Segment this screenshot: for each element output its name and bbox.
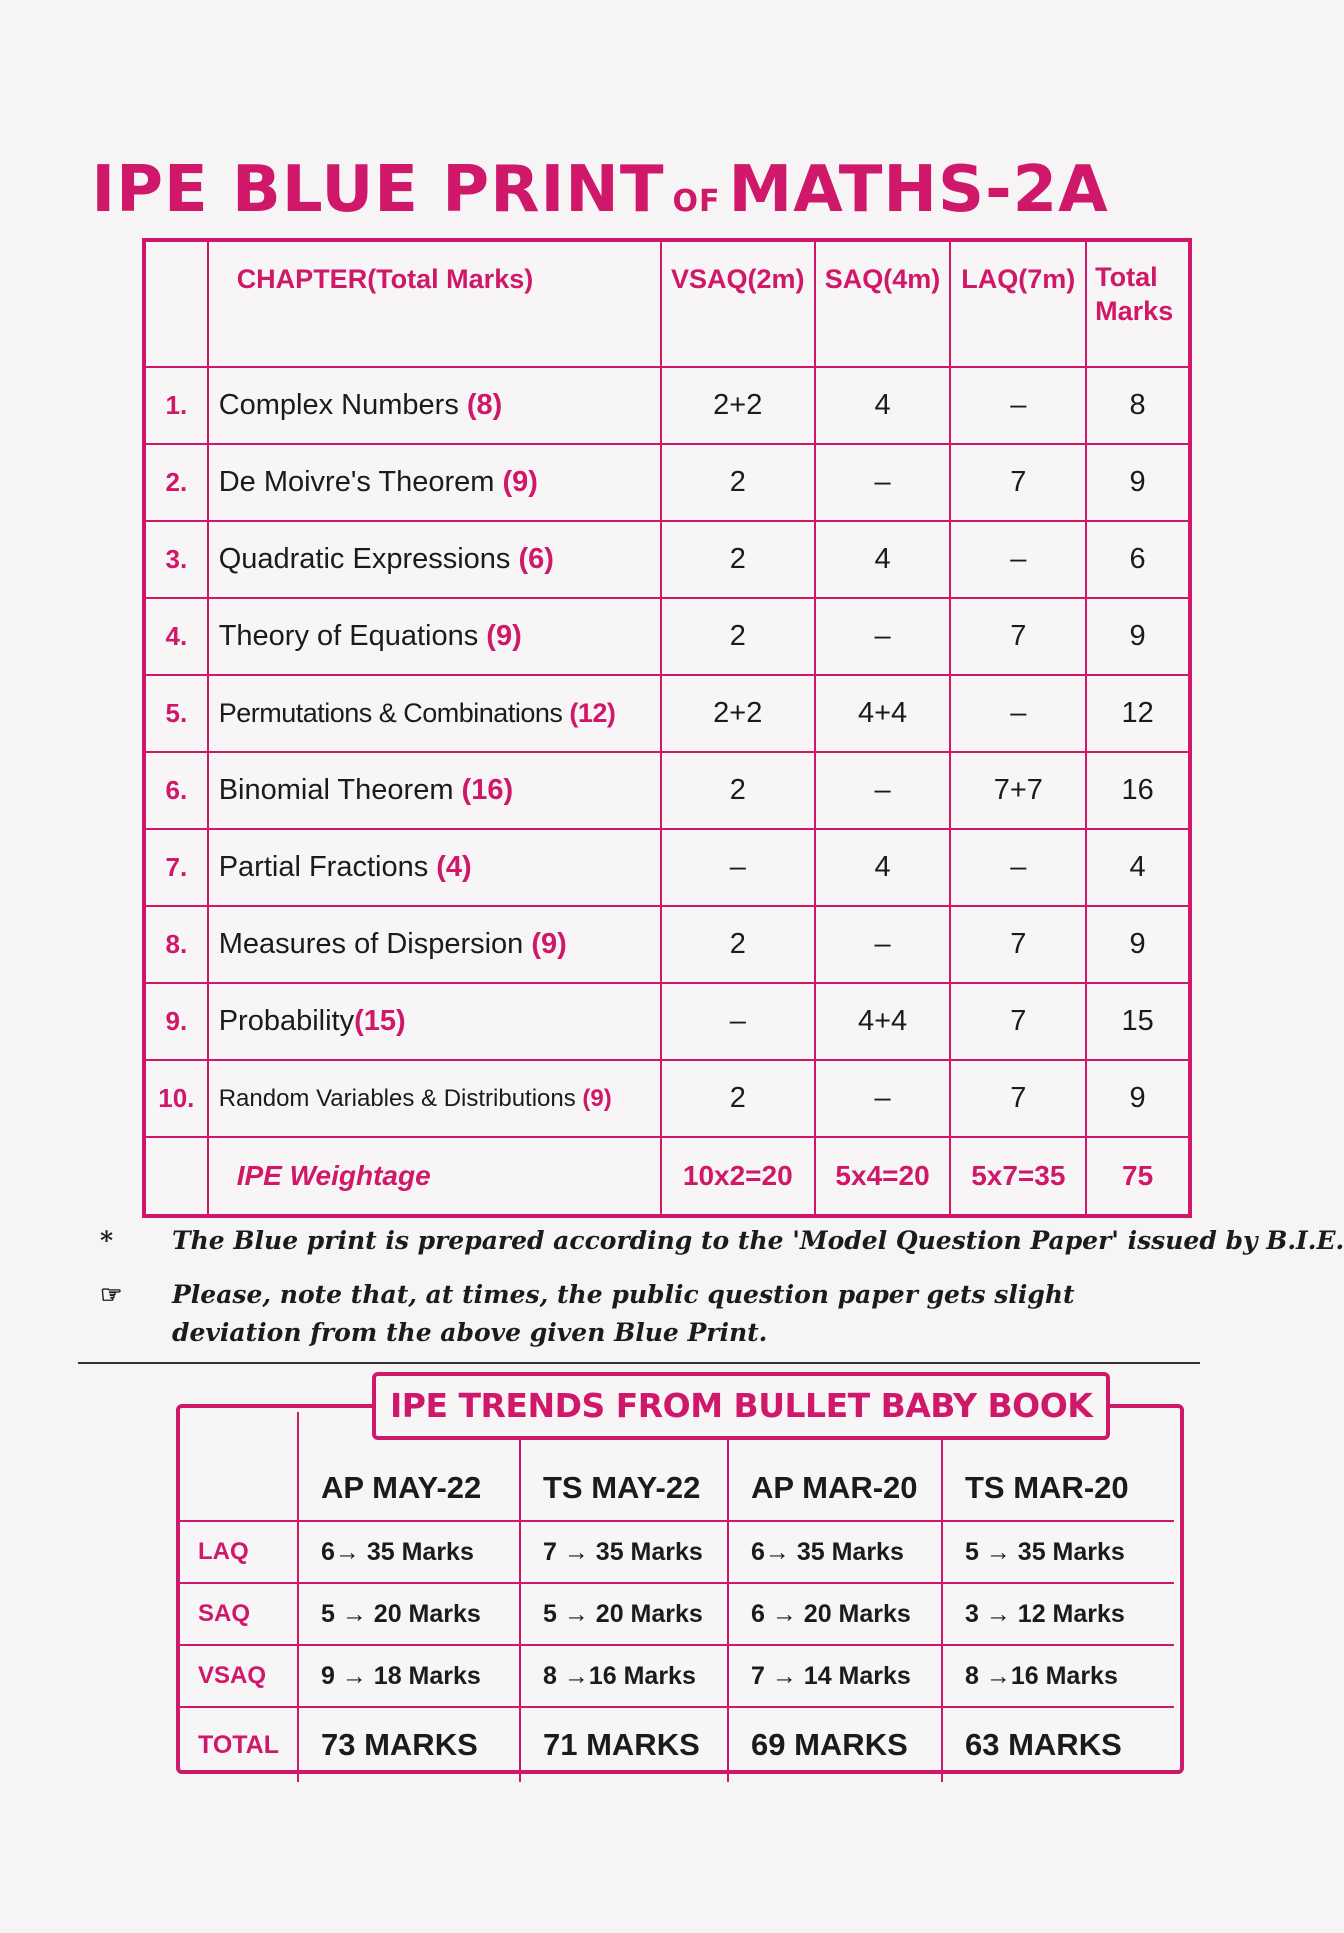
blueprint-header-row: [144, 240, 1190, 367]
chapter-marks: (9): [502, 466, 538, 498]
chapter-marks: (6): [518, 543, 554, 575]
row-number: 3.: [144, 521, 208, 598]
saq-cell: –: [815, 1060, 951, 1137]
section-divider: [78, 1362, 1200, 1364]
trends-cell: 7 → 14 Marks: [728, 1645, 942, 1707]
vsaq-cell: 2: [661, 1060, 815, 1137]
header-chapter: CHAPTER(Total Marks): [208, 240, 661, 367]
header-number: [144, 240, 208, 367]
trends-title: IPE TRENDS FROM BULLET BABY BOOK: [372, 1372, 1110, 1440]
chapter-name: Permutations & Combinations: [218, 698, 563, 728]
chapter-cell: [208, 829, 661, 906]
trends-row-label: VSAQ: [180, 1645, 298, 1707]
weightage-row: [144, 1137, 1190, 1216]
vsaq-cell: 2+2: [661, 367, 815, 444]
trends-cell: 6 → 20 Marks: [728, 1583, 942, 1645]
table-row: [144, 598, 1190, 675]
row-number: 7.: [144, 829, 208, 906]
chapter-name: Partial Fractions: [218, 851, 429, 883]
title-part2: OF: [672, 184, 721, 219]
trends-header-empty: [180, 1412, 298, 1521]
chapter-marks: (12): [569, 698, 616, 728]
vsaq-cell: 2: [661, 521, 815, 598]
chapter-cell: [208, 367, 661, 444]
trends-column-header: TS MAY-22: [520, 1412, 728, 1521]
trends-cell: 9 → 18 Marks: [298, 1645, 520, 1707]
chapter-name: Quadratic Expressions: [218, 543, 511, 575]
total-cell: 9: [1086, 598, 1190, 675]
vsaq-cell: 2: [661, 752, 815, 829]
header-laq: LAQ(7m): [950, 240, 1086, 367]
vsaq-cell: –: [661, 829, 815, 906]
trends-row-label: SAQ: [180, 1583, 298, 1645]
chapter-name: De Moivre's Theorem: [218, 466, 495, 498]
total-cell: 9: [1086, 906, 1190, 983]
chapter-marks: (4): [436, 851, 472, 883]
total-cell: 9: [1086, 1060, 1190, 1137]
header-total: [1086, 240, 1190, 367]
table-row: [144, 829, 1190, 906]
trends-cell: 8 →16 Marks: [942, 1645, 1174, 1707]
row-number: 6.: [144, 752, 208, 829]
chapter-cell: [208, 521, 661, 598]
saq-cell: –: [815, 444, 951, 521]
total-cell: 16: [1086, 752, 1190, 829]
saq-cell: –: [815, 598, 951, 675]
saq-cell: –: [815, 752, 951, 829]
table-row: [144, 444, 1190, 521]
laq-cell: 7: [950, 1060, 1086, 1137]
total-cell: 4: [1086, 829, 1190, 906]
note-text: The Blue print is prepared according to the 'Model Question Paper' issued by B.I.E.: [172, 1226, 1344, 1255]
saq-cell: 4+4: [815, 983, 951, 1060]
trends-cell: 63 MARKS: [942, 1707, 1174, 1782]
trends-cell: 5 → 20 Marks: [298, 1583, 520, 1645]
row-number: 10.: [144, 1060, 208, 1137]
table-row: [144, 983, 1190, 1060]
total-cell: 12: [1086, 675, 1190, 752]
chapter-name: Complex Numbers: [218, 389, 459, 421]
trends-cell: 73 MARKS: [298, 1707, 520, 1782]
table-row: [180, 1521, 1174, 1583]
weightage-vsaq: 10x2=20: [661, 1137, 815, 1216]
laq-cell: –: [950, 367, 1086, 444]
title-part3: MATHS-2A: [728, 153, 1109, 227]
chapter-cell: [208, 983, 661, 1060]
weightage-total: 75: [1086, 1137, 1190, 1216]
chapter-marks: (9): [486, 620, 522, 652]
chapter-marks: (9): [531, 928, 567, 960]
chapter-cell: [208, 1060, 661, 1137]
vsaq-cell: 2: [661, 906, 815, 983]
header-total-line1: Total: [1095, 262, 1158, 292]
table-row: [144, 1060, 1190, 1137]
vsaq-cell: 2+2: [661, 675, 815, 752]
row-number: 9.: [144, 983, 208, 1060]
table-row: [144, 521, 1190, 598]
trends-cell: 69 MARKS: [728, 1707, 942, 1782]
total-cell: 8: [1086, 367, 1190, 444]
trends-cell: 3 → 12 Marks: [942, 1583, 1174, 1645]
vsaq-cell: 2: [661, 598, 815, 675]
trends-column-header: AP MAR-20: [728, 1412, 942, 1521]
laq-cell: –: [950, 675, 1086, 752]
laq-cell: 7: [950, 983, 1086, 1060]
row-number: 8.: [144, 906, 208, 983]
pointing-hand-icon: ☞: [100, 1280, 123, 1309]
weightage-saq: 5x4=20: [815, 1137, 951, 1216]
chapter-name: Probability: [218, 1005, 355, 1037]
laq-cell: 7: [950, 906, 1086, 983]
weightage-label: IPE Weightage: [208, 1137, 661, 1216]
laq-cell: –: [950, 521, 1086, 598]
table-row: [180, 1645, 1174, 1707]
trends-cell: 6→ 35 Marks: [298, 1521, 520, 1583]
trends-cell: 5 → 35 Marks: [942, 1521, 1174, 1583]
table-row: [180, 1583, 1174, 1645]
title-part1: IPE BLUE PRINT: [91, 153, 665, 227]
chapter-cell: [208, 906, 661, 983]
page-title: [0, 150, 1200, 242]
total-cell: 6: [1086, 521, 1190, 598]
saq-cell: 4: [815, 829, 951, 906]
note-text: Please, note that, at times, the public question paper gets slight deviation from the above given Blue Print.: [172, 1280, 1075, 1347]
row-number: 4.: [144, 598, 208, 675]
header-vsaq: VSAQ(2m): [661, 240, 815, 367]
saq-cell: –: [815, 906, 951, 983]
trends-table: [180, 1412, 1174, 1782]
trends-cell: 8 →16 Marks: [520, 1645, 728, 1707]
asterisk-icon: *: [100, 1226, 114, 1255]
row-number: 2.: [144, 444, 208, 521]
chapter-marks: (16): [461, 774, 514, 806]
chapter-cell: [208, 752, 661, 829]
row-number: 1.: [144, 367, 208, 444]
trends-cell: 5 → 20 Marks: [520, 1583, 728, 1645]
weightage-laq: 5x7=35: [950, 1137, 1086, 1216]
chapter-cell: [208, 444, 661, 521]
saq-cell: 4: [815, 521, 951, 598]
chapter-marks: (15): [354, 1005, 406, 1037]
table-row: [144, 752, 1190, 829]
chapter-cell: [208, 598, 661, 675]
chapter-marks: (8): [466, 389, 503, 421]
trends-row-label: TOTAL: [180, 1707, 298, 1782]
table-row: [144, 367, 1190, 444]
table-row: [180, 1707, 1174, 1782]
table-row: [144, 906, 1190, 983]
blueprint-table: [142, 238, 1192, 1218]
chapter-name: Random Variables & Distributions: [218, 1084, 576, 1112]
laq-cell: 7+7: [950, 752, 1086, 829]
chapter-name: Measures of Dispersion: [218, 928, 524, 960]
chapter-cell: [208, 675, 661, 752]
trends-cell: 71 MARKS: [520, 1707, 728, 1782]
chapter-name: Theory of Equations: [218, 620, 479, 652]
saq-cell: 4: [815, 367, 951, 444]
trends-cell: 6→ 35 Marks: [728, 1521, 942, 1583]
trends-cell: 7 → 35 Marks: [520, 1521, 728, 1583]
trends-column-header: TS MAR-20: [942, 1412, 1174, 1521]
chapter-name: Binomial Theorem: [218, 774, 454, 806]
saq-cell: 4+4: [815, 675, 951, 752]
table-row: [144, 675, 1190, 752]
total-cell: 9: [1086, 444, 1190, 521]
chapter-marks: (9): [582, 1084, 612, 1112]
header-total-line2: Marks: [1095, 296, 1174, 326]
trends-column-header: AP MAY-22: [298, 1412, 520, 1521]
total-cell: 15: [1086, 983, 1190, 1060]
laq-cell: 7: [950, 444, 1086, 521]
laq-cell: –: [950, 829, 1086, 906]
laq-cell: 7: [950, 598, 1086, 675]
header-saq: SAQ(4m): [815, 240, 951, 367]
weightage-empty-cell: [144, 1137, 208, 1216]
vsaq-cell: –: [661, 983, 815, 1060]
row-number: 5.: [144, 675, 208, 752]
trends-row-label: LAQ: [180, 1521, 298, 1583]
vsaq-cell: 2: [661, 444, 815, 521]
